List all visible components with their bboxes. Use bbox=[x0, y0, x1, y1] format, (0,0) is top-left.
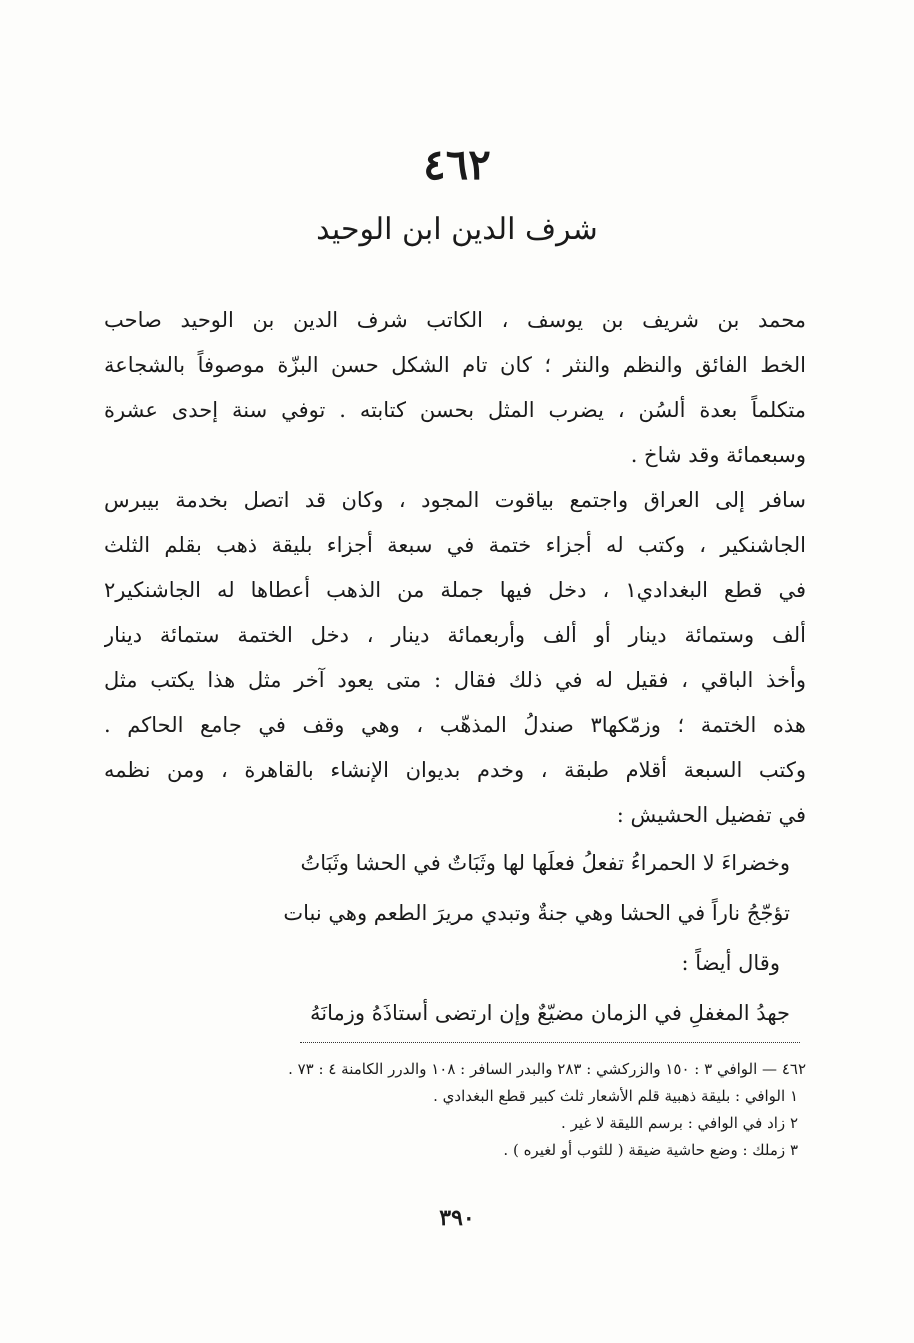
body-line: ألف وستمائة دينار أو ألف وأربعمائة دينار ، دخل الختمة ستمائة دينار bbox=[104, 623, 806, 647]
body-line: في قطع البغدادي١ ، دخل فيها جملة من الذهب أعطاها له الجاشنكير٢ bbox=[104, 578, 806, 602]
body-line: هذه الختمة ؛ وزمّكها٣ صندلُ المذهّب ، وهي وقف في جامع الحاكم . bbox=[104, 713, 806, 737]
poem-intro: وقال أيضاً : bbox=[681, 951, 780, 975]
footnotes bbox=[110, 1056, 806, 1164]
body-line: وأخذ الباقي ، فقيل له في ذلك فقال : متى يعود آخر مثل هذا يكتب مثل bbox=[104, 668, 806, 692]
body-line: وسبعمائة وقد شاخ . bbox=[630, 443, 806, 467]
poem-verse: وخضراءَ لا الحمراءُ تفعلُ فعلَها لها وثَبَاتٌ في الحشا وثَبَاتُ bbox=[300, 851, 790, 875]
footnote-3: ٣ زملك : وضع حاشية ضيقة ( للثوب أو لغيره ) . bbox=[503, 1141, 798, 1159]
body-line: محمد بن شريف بن يوسف ، الكاتب شرف الدين بن الوحيد صاحب bbox=[104, 308, 806, 332]
footnote-divider bbox=[300, 1042, 800, 1043]
poem-verse: جهدُ المغفلِ في الزمان مضيّعٌ وإن ارتضى أستاذَهُ وزمانَهُ bbox=[309, 1001, 790, 1025]
entry-number: ٤٦٢ bbox=[423, 140, 491, 189]
body-line: متكلماً بعدة ألسُن ، يضرب المثل بحسن كتابته . توفي سنة إحدى عشرة bbox=[104, 398, 806, 422]
page-number: ٣٩٠ bbox=[439, 1205, 475, 1231]
body-line: في تفضيل الحشيش : bbox=[616, 803, 806, 827]
body-line: الخط الفائق والنظم والنثر ؛ كان تام الشكل حسن البزّة موصوفاً بالشجاعة bbox=[104, 353, 806, 377]
body-line: سافر إلى العراق واجتمع بياقوت المجود ، وكان قد اتصل بخدمة بيبرس bbox=[104, 488, 806, 512]
footnote-sources: ٤٦٢ — الوافي ٣ : ١٥٠ والزركشي : ٢٨٣ والبدر السافر : ١٠٨ والدرر الكامنة ٤ : ٧٣ . bbox=[288, 1060, 806, 1078]
body-line: الجاشنكير ، وكتب له أجزاء ختمة في سبعة أجزاء بليقة ذهب بقلم الثلث bbox=[104, 533, 806, 557]
biography-text bbox=[104, 298, 806, 838]
entry-title: شرف الدين ابن الوحيد bbox=[316, 212, 598, 247]
poem bbox=[150, 838, 790, 1038]
footnote-1: ١ الوافي : بليقة ذهبية قلم الأشعار ثلث كبير قطع البغدادي . bbox=[433, 1087, 798, 1105]
footnote-2: ٢ زاد في الوافي : برسم الليقة لا غير . bbox=[561, 1114, 798, 1132]
poem-verse: تؤجّجُ ناراً في الحشا وهي جنةٌ وتبدي مريرَ الطعم وهي نبات bbox=[283, 901, 790, 925]
body-line: وكتب السبعة أقلام طبقة ، وخدم بديوان الإنشاء بالقاهرة ، ومن نظمه bbox=[104, 758, 806, 782]
